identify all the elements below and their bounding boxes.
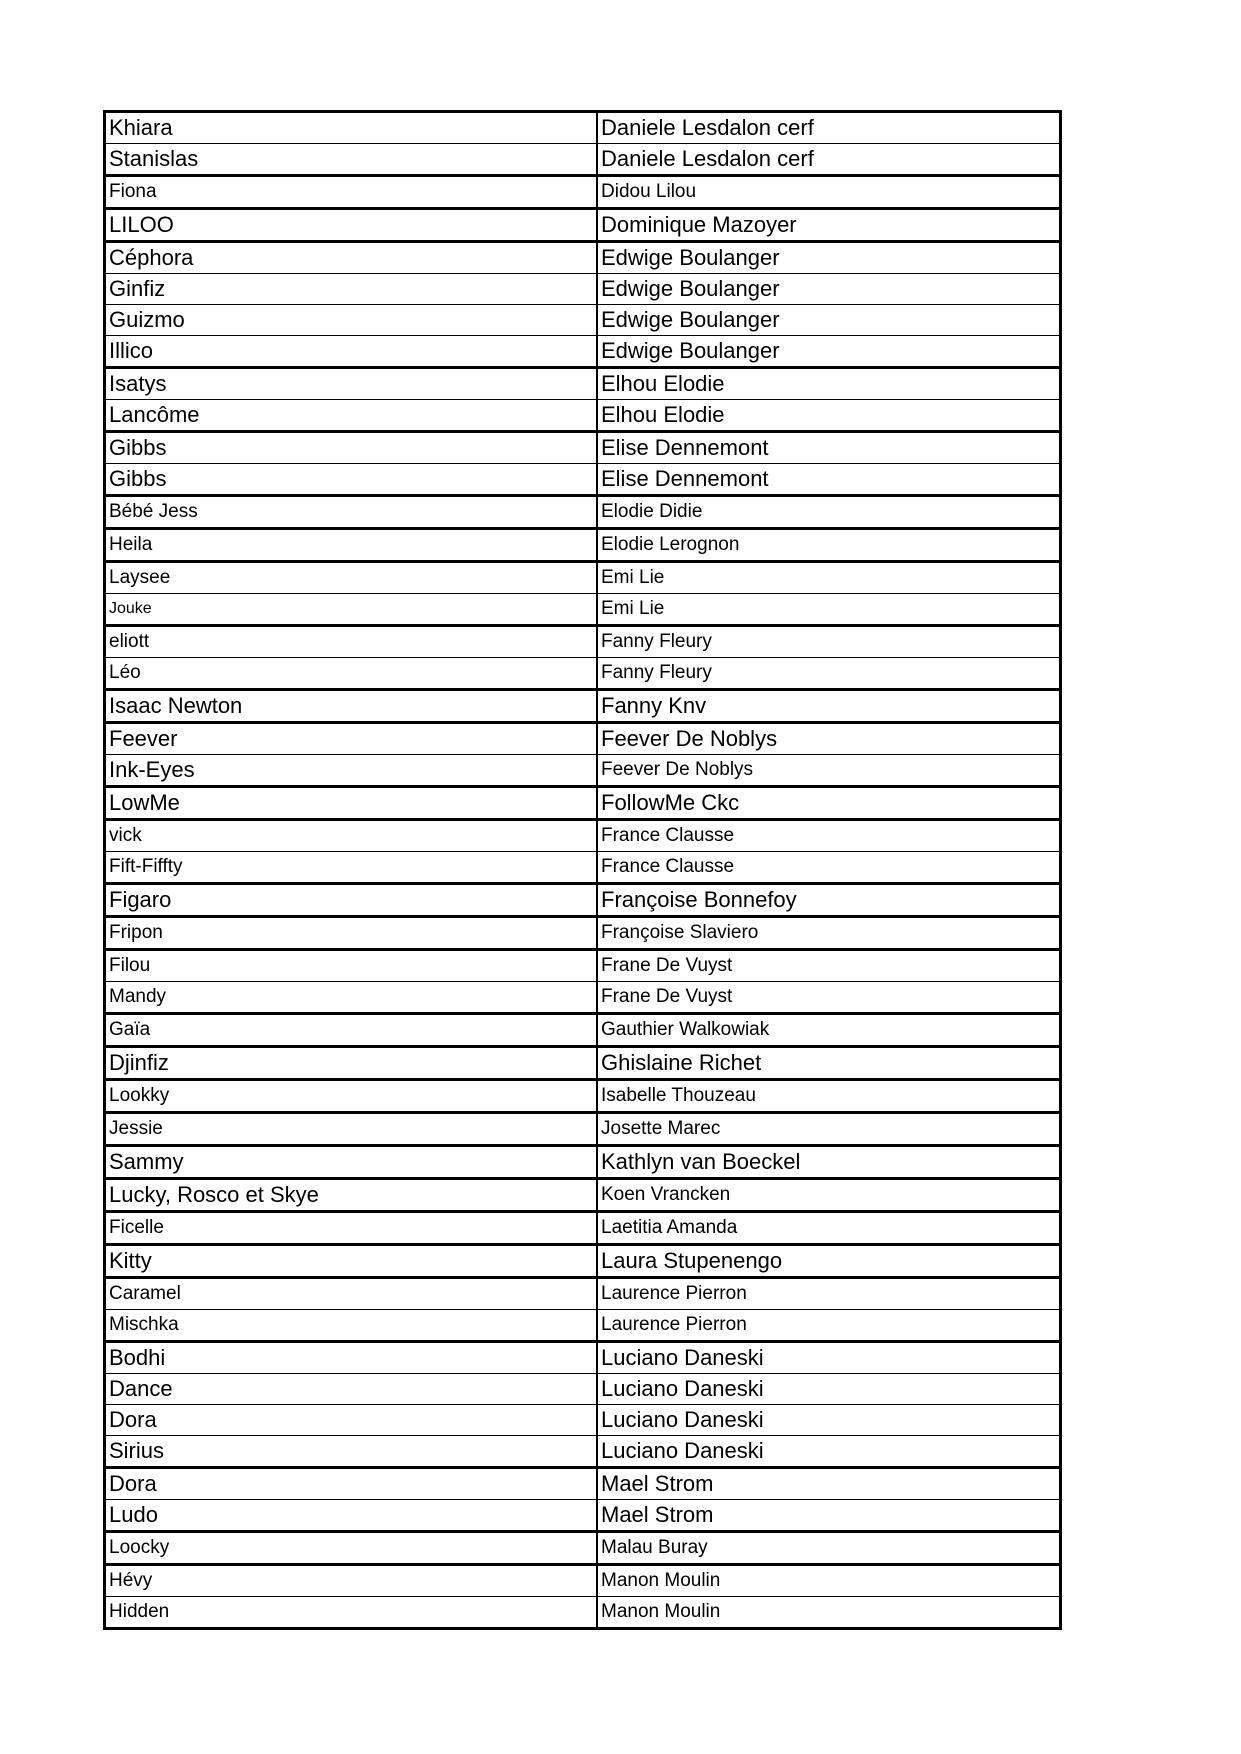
- table-row: [105, 176, 1061, 209]
- owner-name-cell: Elise Dennemont: [597, 464, 1061, 496]
- table-row: [105, 982, 1061, 1014]
- table-row: [105, 144, 1061, 176]
- pet-name-cell: Khiara: [105, 112, 598, 144]
- table-row: [105, 658, 1061, 690]
- owner-name-cell: Edwige Boulanger: [597, 336, 1061, 368]
- pet-name-cell: Gibbs: [105, 432, 598, 464]
- owner-name-cell: Laura Stupenengo: [597, 1245, 1061, 1278]
- owner-name-cell: Feever De Noblys: [597, 723, 1061, 755]
- table-row: [105, 626, 1061, 658]
- owner-name-cell: Edwige Boulanger: [597, 305, 1061, 336]
- owner-name-cell: Kathlyn van Boeckel: [597, 1146, 1061, 1179]
- pet-name-cell: LowMe: [105, 787, 598, 820]
- owner-name-cell: Luciano Daneski: [597, 1436, 1061, 1468]
- owner-name-cell: Mael Strom: [597, 1468, 1061, 1500]
- table-row: [105, 400, 1061, 432]
- table-row: [105, 368, 1061, 400]
- table-row: [105, 209, 1061, 242]
- pet-name-cell: Isaac Newton: [105, 690, 598, 723]
- table-row: [105, 690, 1061, 723]
- table-row: [105, 1342, 1061, 1374]
- owner-name-cell: France Clausse: [597, 852, 1061, 884]
- table-row: [105, 432, 1061, 464]
- pet-name-cell: Hévy: [105, 1565, 598, 1597]
- pet-name-cell: Jessie: [105, 1113, 598, 1146]
- table-row: [105, 1113, 1061, 1146]
- pet-name-cell: Fiona: [105, 176, 598, 209]
- pet-name-cell: Ink-Eyes: [105, 755, 598, 787]
- pet-name-cell: Hidden: [105, 1597, 598, 1629]
- table-row: [105, 884, 1061, 917]
- table-row: [105, 112, 1061, 144]
- pet-name-cell: Lancôme: [105, 400, 598, 432]
- owner-name-cell: Frane De Vuyst: [597, 982, 1061, 1014]
- pet-name-cell: Léo: [105, 658, 598, 690]
- table-row: [105, 1500, 1061, 1532]
- table-body: [105, 112, 1061, 1629]
- pet-name-cell: Guizmo: [105, 305, 598, 336]
- owner-name-cell: Gauthier Walkowiak: [597, 1014, 1061, 1047]
- pet-owner-table: [103, 110, 1062, 1630]
- table-row: [105, 242, 1061, 274]
- owner-name-cell: Fanny Fleury: [597, 658, 1061, 690]
- pet-name-cell: Isatys: [105, 368, 598, 400]
- pet-name-cell: Kitty: [105, 1245, 598, 1278]
- owner-name-cell: Edwige Boulanger: [597, 242, 1061, 274]
- table-row: [105, 1014, 1061, 1047]
- owner-name-cell: Didou Lilou: [597, 176, 1061, 209]
- owner-name-cell: Fanny Fleury: [597, 626, 1061, 658]
- pet-name-cell: Sammy: [105, 1146, 598, 1179]
- table-row: [105, 1374, 1061, 1405]
- table-row: [105, 820, 1061, 852]
- pet-name-cell: Ficelle: [105, 1212, 598, 1245]
- owner-name-cell: Elise Dennemont: [597, 432, 1061, 464]
- table-row: [105, 917, 1061, 950]
- pet-name-cell: Gibbs: [105, 464, 598, 496]
- pet-name-cell: Sirius: [105, 1436, 598, 1468]
- table-row: [105, 1597, 1061, 1629]
- table-row: [105, 496, 1061, 529]
- pet-name-cell: Djinfiz: [105, 1047, 598, 1080]
- owner-name-cell: Luciano Daneski: [597, 1374, 1061, 1405]
- owner-name-cell: Koen Vrancken: [597, 1179, 1061, 1212]
- pet-name-cell: Stanislas: [105, 144, 598, 176]
- owner-name-cell: Emi Lie: [597, 562, 1061, 594]
- owner-name-cell: Laurence Pierron: [597, 1310, 1061, 1342]
- table-row: [105, 1245, 1061, 1278]
- pet-name-cell: vick: [105, 820, 598, 852]
- pet-name-cell: Mischka: [105, 1310, 598, 1342]
- pet-name-cell: Bébé Jess: [105, 496, 598, 529]
- table-row: [105, 1436, 1061, 1468]
- owner-name-cell: Dominique Mazoyer: [597, 209, 1061, 242]
- pet-name-cell: Dance: [105, 1374, 598, 1405]
- owner-name-cell: Malau Buray: [597, 1532, 1061, 1565]
- owner-name-cell: Josette Marec: [597, 1113, 1061, 1146]
- table-row: [105, 1080, 1061, 1113]
- table-row: [105, 1146, 1061, 1179]
- owner-name-cell: Emi Lie: [597, 594, 1061, 626]
- pet-name-cell: Caramel: [105, 1278, 598, 1310]
- owner-name-cell: Feever De Noblys: [597, 755, 1061, 787]
- table-row: [105, 1310, 1061, 1342]
- owner-name-cell: Elhou Elodie: [597, 400, 1061, 432]
- owner-name-cell: Manon Moulin: [597, 1597, 1061, 1629]
- owner-name-cell: Laetitia Amanda: [597, 1212, 1061, 1245]
- owner-name-cell: Elodie Lerognon: [597, 529, 1061, 562]
- table-row: [105, 1532, 1061, 1565]
- pet-name-cell: Céphora: [105, 242, 598, 274]
- owner-name-cell: Fanny Knv: [597, 690, 1061, 723]
- table-row: [105, 1468, 1061, 1500]
- pet-name-cell: Fripon: [105, 917, 598, 950]
- pet-name-cell: Heila: [105, 529, 598, 562]
- owner-name-cell: Laurence Pierron: [597, 1278, 1061, 1310]
- table-row: [105, 305, 1061, 336]
- pet-name-cell: Illico: [105, 336, 598, 368]
- table-row: [105, 1179, 1061, 1212]
- owner-name-cell: France Clausse: [597, 820, 1061, 852]
- owner-name-cell: Mael Strom: [597, 1500, 1061, 1532]
- owner-name-cell: Luciano Daneski: [597, 1405, 1061, 1436]
- owner-name-cell: Isabelle Thouzeau: [597, 1080, 1061, 1113]
- pet-name-cell: Dora: [105, 1405, 598, 1436]
- pet-name-cell: Filou: [105, 950, 598, 982]
- table-row: [105, 562, 1061, 594]
- pet-name-cell: Ludo: [105, 1500, 598, 1532]
- table-row: [105, 336, 1061, 368]
- pet-name-cell: Feever: [105, 723, 598, 755]
- pet-name-cell: Fift-Fiffty: [105, 852, 598, 884]
- owner-name-cell: Françoise Bonnefoy: [597, 884, 1061, 917]
- table-row: [105, 723, 1061, 755]
- owner-name-cell: Daniele Lesdalon cerf: [597, 112, 1061, 144]
- pet-name-cell: Bodhi: [105, 1342, 598, 1374]
- owner-name-cell: Ghislaine Richet: [597, 1047, 1061, 1080]
- table-row: [105, 274, 1061, 305]
- table-row: [105, 950, 1061, 982]
- owner-name-cell: Elhou Elodie: [597, 368, 1061, 400]
- table-row: [105, 1212, 1061, 1245]
- pet-name-cell: eliott: [105, 626, 598, 658]
- pet-name-cell: Dora: [105, 1468, 598, 1500]
- table-row: [105, 1405, 1061, 1436]
- pet-name-cell: Figaro: [105, 884, 598, 917]
- owner-name-cell: Frane De Vuyst: [597, 950, 1061, 982]
- owner-name-cell: Manon Moulin: [597, 1565, 1061, 1597]
- pet-name-cell: Jouke: [105, 594, 598, 626]
- owner-name-cell: FollowMe Ckc: [597, 787, 1061, 820]
- table-row: [105, 787, 1061, 820]
- pet-name-cell: Lookky: [105, 1080, 598, 1113]
- table-row: [105, 529, 1061, 562]
- table-row: [105, 594, 1061, 626]
- pet-name-cell: LILOO: [105, 209, 598, 242]
- table-row: [105, 852, 1061, 884]
- owner-name-cell: Luciano Daneski: [597, 1342, 1061, 1374]
- owner-name-cell: Edwige Boulanger: [597, 274, 1061, 305]
- table-row: [105, 1565, 1061, 1597]
- owner-name-cell: Elodie Didie: [597, 496, 1061, 529]
- table-row: [105, 464, 1061, 496]
- pet-name-cell: Mandy: [105, 982, 598, 1014]
- pet-name-cell: Lucky, Rosco et Skye: [105, 1179, 598, 1212]
- pet-name-cell: Ginfiz: [105, 274, 598, 305]
- table-row: [105, 1278, 1061, 1310]
- table-row: [105, 1047, 1061, 1080]
- owner-name-cell: Daniele Lesdalon cerf: [597, 144, 1061, 176]
- pet-name-cell: Laysee: [105, 562, 598, 594]
- table-row: [105, 755, 1061, 787]
- pet-name-cell: Gaïa: [105, 1014, 598, 1047]
- pet-name-cell: Loocky: [105, 1532, 598, 1565]
- owner-name-cell: Françoise Slaviero: [597, 917, 1061, 950]
